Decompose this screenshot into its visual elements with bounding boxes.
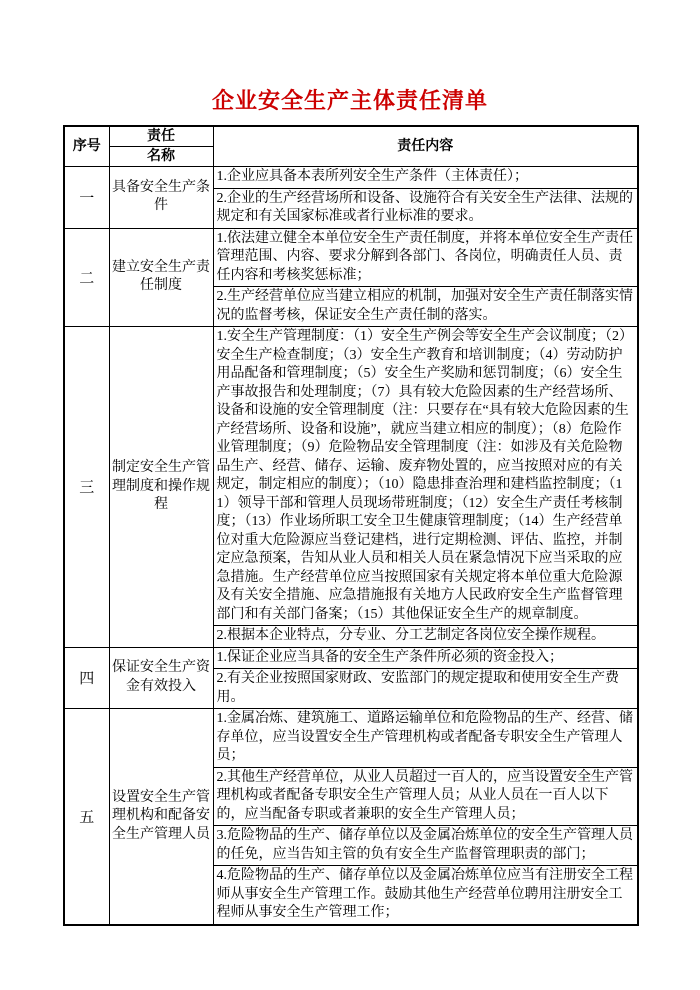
row-number-4: 四 xyxy=(64,647,109,709)
row-name-2: 建立安全生产责任制度 xyxy=(109,228,213,327)
table-row xyxy=(64,709,638,768)
table-row xyxy=(64,228,638,287)
row-3-item-1: 1.安全生产管理制度：（1）安全生产例会等安全生产会议制度；（2）安全生产检查制度；（3）安全生产教育和培训制度；（4）劳动防护用品配备和管理制度；（5）安全生产奖励和惩罚制度；（6）安全生产事故报告和处理制度；（7）具有较大危险因素的生产经营场所、设备和设施的安全管理制度（注：只要存在“具有较大危险因素的生产经营场所、设备和设施”，就应当建立相应的制度）；（8）危险作业管理制度；（9）危险物品安全管理制度（注：如涉及有关危险物品生产、经营、储存、运输、废弃物处置的，应当按照对应的有关规定，制定相应的制度）；（10）隐患排查治理和建档监控制度；（11）领导干部和管理人员现场带班制度；（12）安全生产责任考核制度；（13）作业场所职工安全卫生健康管理制度；（14）生产经营单位对重大危险源应当登记建档，进行定期检测、评估、监控，并制定应急预案，告知从业人员和相关人员在紧急情况下应当采取的应急措施。生产经营单位应当按照国家有关规定将本单位重大危险源及有关安全措施、应急措施报有关地方人民政府安全生产监督管理部门和有关部门备案；（15）其他保证安全生产的规章制度。 xyxy=(213,327,638,626)
row-5-item-1: 1.金属冶炼、建筑施工、道路运输单位和危险物品的生产、经营、储存单位，应当设置安全生产管理机构或者配备专职安全生产管理人员； xyxy=(213,709,638,768)
row-2-item-2: 2.生产经营单位应当建立相应的机制，加强对安全生产责任制落实情况的监督考核，保证安全生产责任制的落实。 xyxy=(213,287,638,327)
row-5-item-2: 2.其他生产经营单位，从业人员超过一百人的，应当设置安全生产管理机构或者配备专职安全生产管理人员；从业人员在一百人以下的，应当配备专职或者兼职的安全生产管理人员； xyxy=(213,767,638,826)
row-4-item-2: 2.有关企业按照国家财政、安监部门的规定提取和使用安全生产费用。 xyxy=(213,669,638,709)
row-number-3: 三 xyxy=(64,327,109,648)
row-number-1: 一 xyxy=(64,167,109,229)
row-name-5: 设置安全生产管理机构和配备安全生产管理人员 xyxy=(109,709,213,925)
row-5-item-3: 3.危险物品的生产、储存单位以及金属冶炼单位的安全生产管理人员的任免，应当告知主管的负有安全生产监督管理职责的部门； xyxy=(213,826,638,866)
header-name: 名称 xyxy=(109,147,213,167)
row-1-item-1: 1.企业应具备本表所列安全生产条件（主体责任）； xyxy=(213,167,638,189)
header-serial-number: 序号 xyxy=(64,126,109,167)
row-number-2: 二 xyxy=(64,228,109,327)
table-row xyxy=(64,647,638,669)
table-row xyxy=(64,327,638,626)
row-1-item-2: 2.企业的生产经营场所和设备、设施符合有关安全生产法律、法规的规定和有关国家标准或者行业标准的要求。 xyxy=(213,188,638,228)
table-row xyxy=(64,167,638,189)
page-title: 企业安全生产主体责任清单 xyxy=(211,88,488,113)
row-number-5: 五 xyxy=(64,709,109,925)
header-responsibility-content: 责任内容 xyxy=(213,126,638,167)
row-2-item-1: 1.依法建立健全本单位安全生产责任制度，并将本单位安全生产责任管理范围、内容、要求分解到各部门、各岗位，明确责任人员、责任内容和考核奖惩标准； xyxy=(213,228,638,287)
row-name-4: 保证安全生产资金有效投入 xyxy=(109,647,213,709)
table-header xyxy=(64,126,638,167)
row-3-item-2: 2.根据本企业特点，分专业、分工艺制定各岗位安全操作规程。 xyxy=(213,626,638,648)
row-name-3: 制定安全生产管理制度和操作规程 xyxy=(109,327,213,648)
row-5-item-4: 4.危险物品的生产、储存单位以及金属冶炼单位应当有注册安全工程师从事安全生产管理工作。鼓励其他生产经营单位聘用注册安全工程师从事安全生产管理工作； xyxy=(213,866,638,925)
header-row-top xyxy=(64,126,638,147)
responsibility-table xyxy=(63,125,639,926)
header-responsibility: 责任 xyxy=(109,126,213,147)
row-4-item-1: 1.保证企业应当具备的安全生产条件所必须的资金投入； xyxy=(213,647,638,669)
row-name-1: 具备安全生产条件 xyxy=(109,167,213,229)
